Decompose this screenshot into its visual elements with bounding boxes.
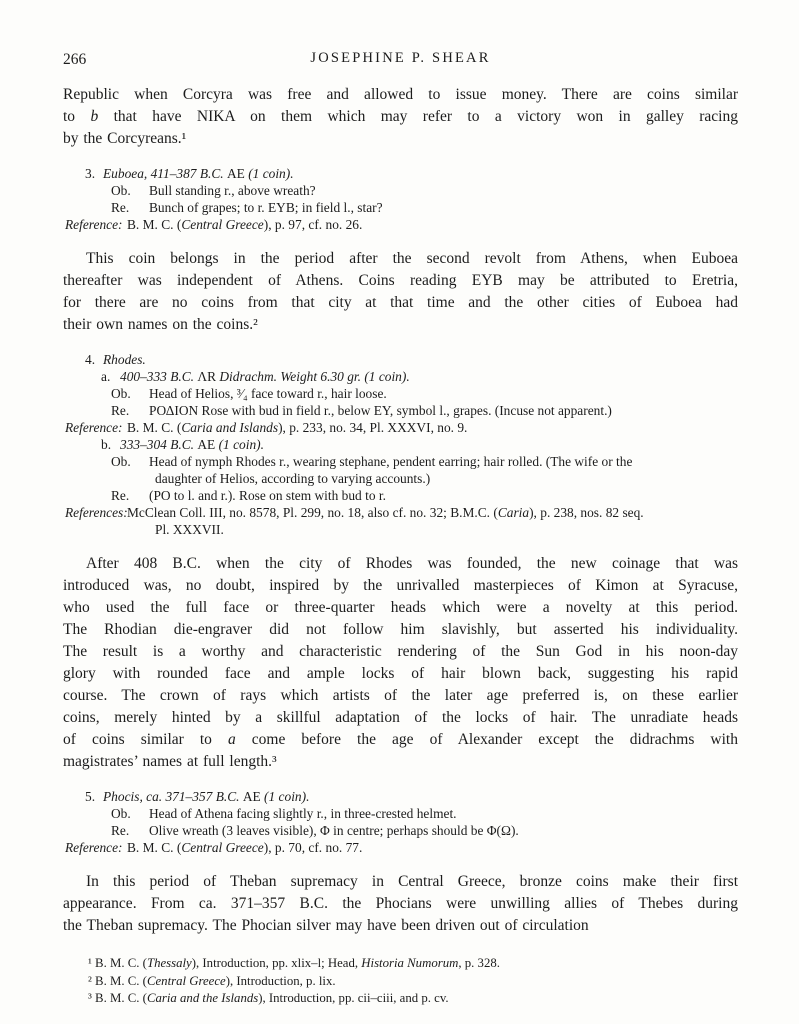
line-text: B. M. C. (Caria and Islands), p. 233, no. 34, Pl. XXXVI, no. 9. [127, 420, 468, 435]
line-text: ΡΟΔΙΟΝ Rose with bud in field r., below ΕΥ, symbol l., grapes. (Incuse not apparent.) [149, 403, 612, 418]
line-text: B. M. C. (Central Greece), p. 70, cf. no. 77. [127, 840, 363, 855]
text-line: glory with rounded face and ample locks of hair blown back, suggesting his rapid [63, 665, 738, 682]
line-label: Ob. [111, 183, 131, 198]
line-text: daughter of Helios, according to varying accounts.) [155, 471, 431, 486]
line-text: Bull standing r., above wreath? [149, 183, 316, 198]
paragraph-block [63, 248, 738, 336]
text-line: thereafter was independent of Athens. Coins reading ΕΥΒ may be attributed to Eretria, [63, 272, 738, 289]
catalog-line-ref [63, 839, 738, 856]
catalog-line-cont [63, 521, 738, 538]
line-label: Re. [111, 403, 130, 418]
text-line: magistrates’ names at full length.³ [63, 753, 277, 770]
line-label: 5. [85, 789, 96, 804]
text-line: In this period of Theban supremacy in Central Greece, bronze coins make their first [86, 873, 738, 890]
paragraph-block [63, 553, 738, 773]
catalog-line-obre [63, 199, 738, 216]
line-label: 3. [85, 166, 96, 181]
text-line: appearance. From ca. 371–357 B.C. the Phocians were unwilling allies of Thebes during [63, 895, 738, 912]
catalog-line-num [63, 788, 738, 805]
line-text: Head of nymph Rhodes r., wearing stephane, pendent earring; hair rolled. (The wife or the [149, 454, 633, 469]
text-line: This coin belongs in the period after the second revolt from Athens, when Euboea [86, 250, 738, 267]
catalog-line-ref [63, 419, 738, 436]
text-line: coins, merely hinted by a skillful adaptation of the locks of hair. The unradiate heads [63, 709, 738, 726]
text-line: who used the full face or three-quarter heads which were a novelty at this period. [63, 599, 738, 616]
page-title: JOSEPHINE P. SHEAR [310, 50, 491, 66]
text-line: to b that have ΝΙΚΑ on them which may refer to a victory won in galley racing [63, 108, 738, 125]
catalog-line-obre [63, 487, 738, 504]
line-label: Ob. [111, 454, 131, 469]
line-text: Euboea, 411–387 B.C. ΑΕ (1 coin). [103, 166, 294, 181]
text-line: introduced was, no doubt, inspired by the unrivalled masterpieces of Kimon at Syracuse, [63, 577, 738, 594]
line-text: Phocis, ca. 371–357 B.C. ΑΕ (1 coin). [103, 789, 310, 804]
line-text: 400–333 B.C. ΛR Didrachm. Weight 6.30 gr. (1 coin). [120, 369, 410, 384]
line-label: Ob. [111, 806, 131, 821]
line-text: 333–304 B.C. ΑΕ (1 coin). [120, 437, 264, 452]
catalog-line-ref [63, 504, 738, 521]
line-text: Head of Athena facing slightly r., in three-crested helmet. [149, 806, 457, 821]
text-line: The result is a worthy and characteristic rendering of the Sun God in his noon-day [63, 643, 738, 660]
catalog-line-sub [63, 368, 738, 385]
text-line: by the Corcyreans.¹ [63, 130, 187, 147]
text-line: the Theban supremacy. The Phocian silver may have been driven out of circulation [63, 917, 589, 934]
catalog-line-ref [63, 216, 738, 233]
line-label: Re. [111, 488, 130, 503]
paragraph-block [63, 871, 738, 937]
line-label: 4. [85, 352, 96, 367]
line-text: B. M. C. (Central Greece), p. 97, cf. no. 26. [127, 217, 363, 232]
line-text: McClean Coll. III, no. 8578, Pl. 299, no. 18, also cf. no. 32; B.M.C. (Caria), p. 238, nos. 82 seq. [127, 505, 644, 520]
text-line: their own names on the coins.² [63, 316, 258, 333]
line-text: Rhodes. [103, 352, 146, 367]
catalog-entry-block [63, 788, 738, 856]
catalog-line-obre [63, 453, 738, 470]
page-header [63, 50, 738, 70]
catalog-line-num [63, 165, 738, 182]
content [63, 84, 738, 1008]
line-label: Reference: [65, 420, 123, 435]
text-line: course. The crown of rays which artists of the later age preferred is, on these earlier [63, 687, 738, 704]
footnotes-block [63, 955, 738, 1008]
catalog-line-num [63, 351, 738, 368]
line-label: Reference: [65, 840, 123, 855]
paragraph-block [63, 84, 738, 150]
line-label: Re. [111, 200, 130, 215]
catalog-line-obre [63, 385, 738, 402]
line-label: Reference: [65, 217, 123, 232]
catalog-line-obre [63, 402, 738, 419]
line-text: (ΡΟ to l. and r.). Rose on stem with bud to r. [149, 488, 386, 503]
catalog-entry-block [63, 351, 738, 538]
footnote-line: ² B. M. C. (Central Greece), Introduction, p. lix. [88, 973, 336, 988]
line-text: Olive wreath (3 leaves visible), Φ in centre; perhaps should be Φ(Ω). [149, 823, 519, 838]
page-number: 266 [63, 51, 87, 68]
text-line: After 408 B.C. when the city of Rhodes was founded, the new coinage that was [86, 555, 738, 572]
catalog-line-sub [63, 436, 738, 453]
line-label: References: [65, 505, 128, 520]
footnote-line: ¹ B. M. C. (Thessaly), Introduction, pp. xlix–l; Head, Historia Numorum, p. 328. [88, 956, 500, 970]
line-label: Ob. [111, 386, 131, 401]
text-line: for there are no coins from that city at that time and the other cities of Euboea had [63, 294, 738, 311]
catalog-line-obre [63, 805, 738, 822]
line-text: Head of Helios, ³⁄₄ face toward r., hair loose. [149, 386, 387, 401]
line-text: Pl. XXXVII. [155, 522, 224, 537]
text-line: of coins similar to a come before the age of Alexander except the didrachms with [63, 731, 738, 748]
text-line: Republic when Corcyra was free and allowed to issue money. There are coins similar [63, 86, 738, 103]
line-text: Bunch of grapes; to r. ΕΥΒ; in field l., star? [149, 200, 383, 215]
catalog-line-obre [63, 822, 738, 839]
footnote-line: ³ B. M. C. (Caria and the Islands), Introduction, pp. cii–ciii, and p. cv. [88, 991, 449, 1005]
catalog-line-cont [63, 470, 738, 487]
catalog-line-obre [63, 182, 738, 199]
line-label: a. [101, 369, 111, 384]
line-label: b. [101, 437, 112, 452]
catalog-entry-block [63, 165, 738, 233]
line-label: Re. [111, 823, 130, 838]
text-line: The Rhodian die-engraver did not follow him slavishly, but asserted his individuality. [63, 621, 738, 638]
